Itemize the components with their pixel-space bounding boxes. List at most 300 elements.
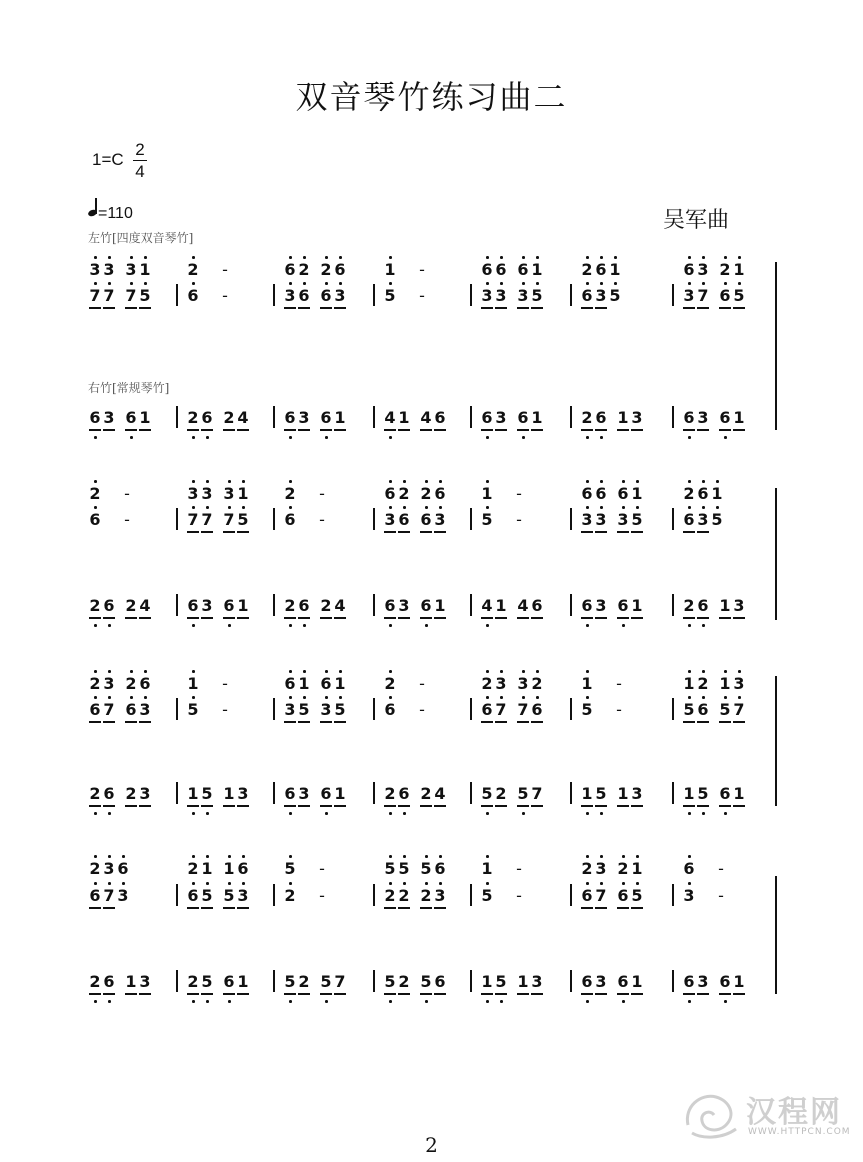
note-digit: 1 — [480, 964, 494, 998]
note-digit: 2 — [319, 588, 333, 622]
note-digit: 4 — [516, 588, 530, 622]
note-digit: 2 — [283, 476, 297, 510]
note-digit: 6 — [333, 252, 347, 286]
note-digit: 6 — [88, 878, 102, 912]
note-digit: 1 — [186, 776, 200, 810]
measure — [383, 502, 447, 536]
note-digit: 2 — [530, 666, 544, 700]
note-digit: 6 — [102, 776, 116, 810]
note-digit: 3 — [222, 476, 236, 510]
note-digit: 7 — [333, 964, 347, 998]
note-digit: 2 — [616, 851, 630, 885]
note-digit: 5 — [419, 851, 433, 885]
note-digit: 1 — [222, 776, 236, 810]
measure — [383, 588, 447, 622]
note-digit: 1 — [383, 252, 397, 286]
measure — [480, 692, 544, 726]
note-digit: 1 — [530, 252, 544, 286]
note-digit: 6 — [682, 502, 696, 536]
lower-staff-row — [0, 502, 863, 542]
note-digit: 6 — [88, 692, 102, 726]
note-digit: 4 — [419, 400, 433, 434]
note-digit: 6 — [682, 400, 696, 434]
barline — [273, 508, 275, 530]
note-dash: - — [319, 510, 325, 529]
note-digit: 3 — [124, 252, 138, 286]
section-label-left: 左竹[四度双音琴竹] — [88, 231, 194, 245]
barline — [570, 284, 572, 306]
note-digit: 5 — [200, 964, 214, 998]
note-digit: 1 — [732, 252, 746, 286]
measure — [88, 964, 152, 998]
note-digit: 5 — [696, 776, 710, 810]
note-digit: 1 — [236, 964, 250, 998]
barline — [570, 698, 572, 720]
measure — [283, 776, 347, 810]
note-digit: 5 — [516, 776, 530, 810]
note-digit: 6 — [516, 252, 530, 286]
measure — [480, 964, 544, 998]
barline — [273, 406, 275, 428]
measure — [88, 278, 152, 312]
note-digit: 1 — [480, 851, 494, 885]
measure — [580, 588, 644, 622]
note-dash: - — [419, 286, 425, 305]
note-digit: 3 — [516, 666, 530, 700]
note-digit: 5 — [682, 692, 696, 726]
note-digit: 5 — [283, 964, 297, 998]
note-digit: 1 — [433, 588, 447, 622]
note-digit: 5 — [200, 878, 214, 912]
measure — [682, 776, 746, 810]
note-digit: 3 — [138, 692, 152, 726]
note-digit: 6 — [696, 476, 710, 510]
note-digit: 5 — [480, 878, 494, 912]
barline — [176, 508, 178, 530]
note-digit: 5 — [333, 692, 347, 726]
measure — [88, 502, 134, 536]
note-digit: 3 — [433, 878, 447, 912]
note-digit: 6 — [480, 400, 494, 434]
measure — [186, 278, 232, 312]
note-digit: 3 — [594, 502, 608, 536]
measure — [682, 878, 728, 912]
measure — [283, 964, 347, 998]
note-digit: 6 — [682, 252, 696, 286]
note-digit: 3 — [102, 666, 116, 700]
note-digit: 2 — [186, 400, 200, 434]
note-digit: 1 — [732, 964, 746, 998]
note-digit: 7 — [200, 502, 214, 536]
barline — [273, 284, 275, 306]
watermark-logo-icon — [678, 1085, 744, 1143]
note-digit: 2 — [186, 252, 200, 286]
note-dash: - — [419, 700, 425, 719]
note-dash: - — [516, 484, 522, 503]
note-digit: 3 — [283, 692, 297, 726]
note-digit: 6 — [283, 776, 297, 810]
note-digit: 6 — [580, 964, 594, 998]
note-digit: 7 — [530, 776, 544, 810]
barline — [176, 284, 178, 306]
barline — [570, 594, 572, 616]
barline — [672, 508, 674, 530]
note-dash: - — [419, 260, 425, 279]
note-digit: 1 — [710, 476, 724, 510]
measure — [480, 588, 544, 622]
note-digit: 3 — [283, 278, 297, 312]
note-digit: 2 — [696, 666, 710, 700]
note-digit: 3 — [630, 776, 644, 810]
note-digit: 7 — [494, 692, 508, 726]
note-digit: 5 — [580, 692, 594, 726]
note-digit: 1 — [630, 476, 644, 510]
note-digit: 3 — [200, 476, 214, 510]
note-digit: 1 — [333, 400, 347, 434]
note-digit: 7 — [594, 878, 608, 912]
note-digit: 1 — [222, 851, 236, 885]
note-digit: 2 — [682, 588, 696, 622]
note-digit: 3 — [594, 588, 608, 622]
composer: 吴军曲 — [663, 208, 730, 233]
measure — [580, 776, 644, 810]
note-digit: 5 — [297, 692, 311, 726]
note-digit: 6 — [88, 400, 102, 434]
measure — [186, 400, 250, 434]
barline — [672, 698, 674, 720]
measure — [580, 878, 644, 912]
note-digit: 3 — [480, 278, 494, 312]
note-digit: 2 — [494, 776, 508, 810]
note-digit: 6 — [580, 476, 594, 510]
lower-staff-row — [0, 878, 863, 918]
measure — [283, 878, 329, 912]
note-digit: 6 — [494, 252, 508, 286]
note-digit: 3 — [102, 851, 116, 885]
note-digit: 2 — [88, 776, 102, 810]
note-dash: - — [222, 286, 228, 305]
tempo-value: =110 — [98, 205, 133, 222]
measure — [186, 588, 250, 622]
measure — [480, 400, 544, 434]
note-digit: 2 — [297, 964, 311, 998]
note-digit: 5 — [530, 278, 544, 312]
note-digit: 6 — [594, 400, 608, 434]
note-digit: 3 — [319, 692, 333, 726]
barline — [176, 698, 178, 720]
right-staff-row — [0, 776, 863, 816]
note-digit: 6 — [383, 476, 397, 510]
barline — [176, 884, 178, 906]
note-digit: 6 — [397, 776, 411, 810]
note-digit: 3 — [236, 878, 250, 912]
measure — [186, 964, 250, 998]
barline — [373, 594, 375, 616]
note-digit: 6 — [397, 502, 411, 536]
measure — [580, 400, 644, 434]
measure — [88, 588, 152, 622]
measure — [480, 776, 544, 810]
page-title: 双音琴竹练习曲二 — [295, 78, 568, 116]
note-digit: 2 — [283, 878, 297, 912]
note-digit: 5 — [494, 964, 508, 998]
right-staff-row — [0, 400, 863, 440]
note-digit: 6 — [222, 964, 236, 998]
measure — [283, 400, 347, 434]
note-digit: 7 — [102, 878, 116, 912]
barline — [570, 970, 572, 992]
note-digit: 2 — [88, 851, 102, 885]
note-digit: 1 — [480, 476, 494, 510]
note-digit: 1 — [630, 588, 644, 622]
barline — [672, 782, 674, 804]
note-digit: 6 — [530, 692, 544, 726]
note-digit: 3 — [494, 278, 508, 312]
note-digit: 5 — [480, 776, 494, 810]
barline — [373, 284, 375, 306]
section-label-right: 右竹[常规琴竹] — [88, 381, 170, 395]
note-digit: 3 — [102, 400, 116, 434]
barline — [570, 508, 572, 530]
note-digit: 1 — [494, 588, 508, 622]
note-digit: 6 — [283, 400, 297, 434]
note-digit: 7 — [88, 278, 102, 312]
note-digit: 6 — [616, 588, 630, 622]
note-digit: 3 — [236, 776, 250, 810]
note-digit: 1 — [333, 666, 347, 700]
time-signature-top: 2 — [135, 140, 145, 159]
note-digit: 5 — [319, 964, 333, 998]
barline — [373, 782, 375, 804]
note-digit: 3 — [630, 400, 644, 434]
note-digit: 6 — [419, 588, 433, 622]
system-bracket — [775, 488, 777, 620]
note-dash: - — [319, 886, 325, 905]
note-digit: 6 — [530, 588, 544, 622]
note-digit: 6 — [222, 588, 236, 622]
note-dash: - — [319, 484, 325, 503]
note-dash: - — [124, 510, 130, 529]
note-digit: 6 — [236, 851, 250, 885]
note-digit: 4 — [138, 588, 152, 622]
note-digit: 7 — [124, 278, 138, 312]
note-digit: 1 — [718, 588, 732, 622]
note-digit: 6 — [580, 278, 594, 312]
note-dash: - — [718, 859, 724, 878]
note-digit: 3 — [682, 278, 696, 312]
note-digit: 6 — [696, 588, 710, 622]
barline — [470, 884, 472, 906]
note-digit: 6 — [480, 252, 494, 286]
note-digit: 6 — [124, 400, 138, 434]
note-digit: 1 — [580, 666, 594, 700]
note-digit: 1 — [236, 588, 250, 622]
measure — [283, 278, 347, 312]
note-digit: 6 — [186, 278, 200, 312]
note-digit: 6 — [283, 502, 297, 536]
note-digit: 2 — [580, 851, 594, 885]
note-dash: - — [616, 700, 622, 719]
lower-staff-row — [0, 692, 863, 732]
note-digit: 6 — [718, 400, 732, 434]
barline — [672, 284, 674, 306]
measure — [480, 878, 526, 912]
system-bracket — [775, 676, 777, 806]
note-digit: 7 — [102, 692, 116, 726]
note-digit: 6 — [297, 588, 311, 622]
barline — [570, 782, 572, 804]
note-digit: 1 — [297, 666, 311, 700]
note-dash: - — [124, 484, 130, 503]
barline — [672, 970, 674, 992]
note-digit: 3 — [116, 878, 130, 912]
barline — [373, 970, 375, 992]
measure — [682, 400, 746, 434]
barline — [273, 698, 275, 720]
measure — [480, 502, 526, 536]
right-staff-row — [0, 964, 863, 1004]
note-digit: 3 — [516, 278, 530, 312]
note-digit: 3 — [682, 878, 696, 912]
note-digit: 2 — [682, 476, 696, 510]
note-dash: - — [516, 510, 522, 529]
note-digit: 3 — [530, 964, 544, 998]
note-digit: 3 — [594, 964, 608, 998]
note-digit: 6 — [319, 400, 333, 434]
note-digit: 5 — [383, 964, 397, 998]
note-digit: 1 — [530, 400, 544, 434]
note-digit: 2 — [124, 666, 138, 700]
note-digit: 6 — [696, 692, 710, 726]
note-digit: 7 — [732, 692, 746, 726]
note-digit: 6 — [383, 692, 397, 726]
note-digit: 2 — [397, 476, 411, 510]
note-digit: 3 — [102, 252, 116, 286]
note-digit: 1 — [616, 400, 630, 434]
note-digit: 3 — [433, 502, 447, 536]
measure — [383, 878, 447, 912]
measure — [88, 776, 152, 810]
note-digit: 2 — [88, 964, 102, 998]
note-digit: 3 — [383, 502, 397, 536]
note-digit: 1 — [124, 964, 138, 998]
note-digit: 3 — [732, 666, 746, 700]
measure — [383, 776, 447, 810]
note-dash: - — [319, 859, 325, 878]
note-digit: 6 — [319, 666, 333, 700]
note-digit: 6 — [580, 878, 594, 912]
note-digit: 2 — [383, 666, 397, 700]
lower-staff-row — [0, 278, 863, 318]
note-digit: 5 — [397, 851, 411, 885]
note-dash: - — [222, 700, 228, 719]
note-digit: 2 — [419, 776, 433, 810]
note-digit: 5 — [710, 502, 724, 536]
tempo-marking — [88, 198, 133, 223]
note-digit: 5 — [419, 964, 433, 998]
note-digit: 5 — [630, 502, 644, 536]
note-digit: 2 — [88, 588, 102, 622]
barline — [273, 970, 275, 992]
note-digit: 5 — [236, 502, 250, 536]
note-digit: 5 — [480, 502, 494, 536]
system-bracket — [775, 876, 777, 994]
note-digit: 2 — [383, 878, 397, 912]
note-digit: 6 — [319, 776, 333, 810]
barline — [470, 406, 472, 428]
barline — [470, 508, 472, 530]
note-digit: 6 — [297, 278, 311, 312]
note-digit: 6 — [124, 692, 138, 726]
note-digit: 6 — [480, 692, 494, 726]
note-digit: 2 — [419, 476, 433, 510]
note-digit: 3 — [594, 851, 608, 885]
note-dash: - — [516, 859, 522, 878]
note-digit: 1 — [616, 776, 630, 810]
note-digit: 3 — [616, 502, 630, 536]
barline — [273, 782, 275, 804]
note-digit: 6 — [616, 476, 630, 510]
note-digit: 7 — [222, 502, 236, 536]
note-digit: 6 — [88, 502, 102, 536]
note-digit: 1 — [397, 400, 411, 434]
note-digit: 5 — [200, 776, 214, 810]
measure — [88, 878, 130, 912]
note-digit: 6 — [594, 252, 608, 286]
measure — [186, 776, 250, 810]
note-digit: 1 — [608, 252, 622, 286]
note-digit: 2 — [718, 252, 732, 286]
page-number: 2 — [425, 1133, 438, 1157]
note-digit: 1 — [516, 964, 530, 998]
note-digit: 3 — [494, 400, 508, 434]
note-digit: 5 — [186, 692, 200, 726]
barline — [470, 594, 472, 616]
note-digit: 5 — [222, 878, 236, 912]
note-digit: 1 — [630, 851, 644, 885]
barline — [176, 970, 178, 992]
barline — [672, 406, 674, 428]
note-digit: 1 — [682, 666, 696, 700]
note-digit: 5 — [630, 878, 644, 912]
note-digit: 6 — [718, 964, 732, 998]
note-digit: 1 — [732, 400, 746, 434]
note-digit: 4 — [480, 588, 494, 622]
measure — [383, 964, 447, 998]
note-dash: - — [222, 674, 228, 693]
note-digit: 3 — [594, 278, 608, 312]
note-digit: 5 — [608, 278, 622, 312]
note-dash: - — [419, 674, 425, 693]
note-digit: 6 — [419, 502, 433, 536]
note-digit: 3 — [88, 252, 102, 286]
note-digit: 6 — [433, 851, 447, 885]
note-digit: 1 — [630, 964, 644, 998]
watermark-url: WWW.HTTPCN.COM — [748, 1127, 851, 1137]
note-digit: 5 — [383, 278, 397, 312]
barline — [273, 884, 275, 906]
note-digit: 6 — [283, 666, 297, 700]
barline — [470, 698, 472, 720]
measure — [682, 278, 746, 312]
barline — [373, 698, 375, 720]
measure — [283, 692, 347, 726]
measure — [580, 964, 644, 998]
barline — [176, 782, 178, 804]
note-digit: 2 — [222, 400, 236, 434]
note-digit: 5 — [383, 851, 397, 885]
note-digit: 3 — [138, 964, 152, 998]
